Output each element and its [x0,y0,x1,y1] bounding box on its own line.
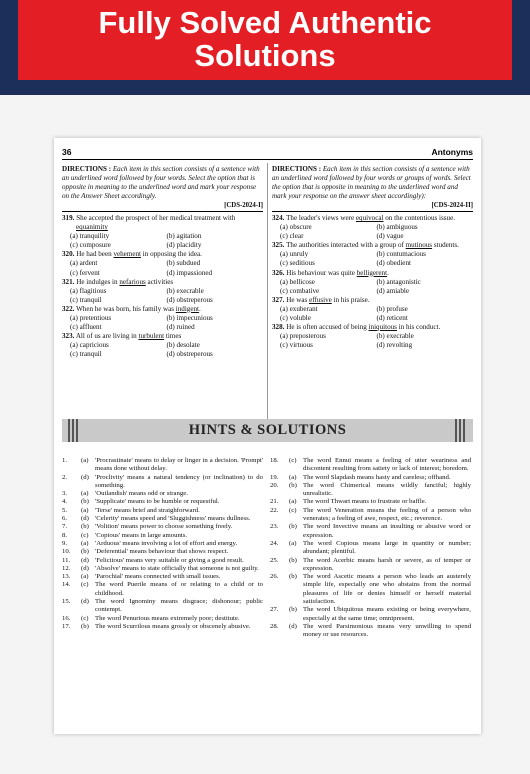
solution-row [62,498,263,506]
option: (d) obedient [376,259,411,268]
solution-answer: (c) [289,457,297,464]
option: (b) antagonistic [376,277,421,286]
option: (b) ambiguous [376,223,418,232]
solution-text: 'Felicitous' means very suitable or giving a good result. [95,556,244,564]
solution-row [62,581,263,598]
question-text: The authorities interacted with a group of [286,241,406,250]
option: (d) obstreperous [166,349,213,358]
option: (b) impecunious [166,313,213,322]
solution-number: 17. [62,622,71,630]
directions-left: DIRECTIONS : Each item in this section consists of a sentence with an underlined word followed by four words. Select the option that is opposite in meaning to the underlined word and mark your response on the Answer Sheet accordingly. [62,165,260,201]
solution-answer: (b) [289,573,297,581]
option: (d) ruined [166,322,195,331]
solution-text: The word Ennui means a feeling of utter weariness and discontent resulting from satiety or lack of interest; boredom. [303,457,471,473]
solution-number: 2. [62,473,68,481]
question-item [272,323,473,332]
answer-options [272,332,473,350]
option: (c) fervent [70,268,100,277]
solution-text: 'Celerity' means speed and 'Sluggishness' means dullness. [95,515,251,523]
solution-number: 21. [270,498,279,506]
option: (a) capricious [70,340,109,349]
solution-row [62,532,263,540]
solution-text: 'Proclivity' means a natural tendency (or inclination) to do something. [95,473,263,489]
solution-row [270,482,471,499]
solution-row [270,523,471,540]
solution-answer: (b) [289,481,297,489]
source-tag-left: [CDS-2024-I] [62,201,263,212]
option: (a) bellicose [280,277,315,286]
solution-text: The word Puerile means of or relating to a child or to childhood. [95,581,263,597]
solution-number: 28. [270,622,279,630]
solution-row [270,457,471,474]
solution-answer: (c) [81,614,89,622]
option: (d) obstreperous [166,295,213,304]
solution-number: 3. [62,490,68,498]
question-number: 322. [62,304,75,313]
option: (b) agitation [166,232,202,241]
option: (a) pretentious [70,313,112,322]
solution-text: The word Veneration means the feeling of a person who venerates; a feeling of awe, respect, etc.; reverence. [303,506,471,523]
question-text-end: in opposing the idea. [141,250,202,259]
solution-number: 5. [62,506,68,514]
question-text: His behaviour was quite [286,268,357,277]
solution-text: The word Parsimonious means very unwilling to spend money or use resources. [303,622,471,639]
solution-text: 'Copious' means in large amounts. [95,531,188,539]
option: (c) tranquil [70,295,102,304]
option: (a) unruly [280,250,309,259]
option: (d) vague [376,232,404,241]
option: (c) clear [280,232,304,241]
answer-options [62,232,263,250]
solution-answer: (c) [81,531,89,539]
question-number: 326. [272,268,285,277]
directions-right: DIRECTIONS : Each item in this section consists of a sentence with an underlined word followed by four words or groups of words. Select the option that is opposite in meaning to the underlined word and mark your response on the answer sheet accordingly): [272,165,471,201]
solution-text: The word Invective means an insulting or abusive word or expression. [303,523,471,539]
questions-left-column [62,165,263,359]
title-banner [18,0,512,80]
question-number: 321. [62,277,75,286]
underlined-word: mutinous [405,241,433,250]
option: (c) virtuous [280,340,313,349]
solution-number: 14. [62,581,71,589]
solution-row [270,606,471,623]
question-text-end: activities [145,277,174,286]
solution-number: 27. [270,606,279,614]
option: (b) contumacious [376,250,426,259]
answer-options [62,341,263,359]
solution-number: 18. [270,457,279,464]
solution-text: The word Ignominy means disgrace; dishonour; public contempt. [95,598,263,614]
solution-answer: (a) [289,539,297,547]
solution-text: The word Penurious means extremely poor; destitute. [95,614,240,622]
solution-number: 4. [62,498,68,506]
solution-text: 'Volition' means power to choose something freely. [95,523,233,531]
solution-row [62,615,263,623]
solution-answer: (b) [289,606,297,614]
banner-line-2: Solutions [194,38,336,73]
solution-number: 22. [270,506,279,514]
solution-row [62,515,263,523]
solution-answer: (d) [81,556,89,564]
chapter-title: Antonyms [431,147,473,157]
solution-number: 20. [270,481,279,489]
solutions-left-column [62,457,263,631]
solution-answer: (b) [81,548,89,556]
solution-text: The word Copious means large in quantity or number; abundant; plentiful. [303,539,471,556]
question-number: 323. [62,331,75,340]
answer-options [272,223,473,241]
question-text: All of us are living in [75,331,139,340]
answer-options [62,314,263,332]
solution-answer: (a) [289,498,297,506]
option: (a) obscure [280,223,312,232]
question-number: 328. [272,322,285,331]
option: (d) placidity [166,241,202,250]
solution-row [62,565,263,573]
question-text: When he was born, his family was [76,304,176,313]
question-text-end: . [199,304,201,313]
question-item [62,305,263,314]
solution-answer: (d) [81,473,89,481]
solution-answer: (a) [289,473,297,481]
question-number: 327. [272,295,285,304]
question-item [272,214,473,223]
solution-text: 'Arduous' means involving a lot of effort and energy. [95,539,238,547]
underlined-word: turbulent [138,331,165,340]
question-text-end: on the contentious issue. [383,214,456,223]
source-tag-right: [CDS-2024-II] [272,201,473,212]
underlined-word: effusive [309,295,332,304]
solution-text: The word Ubiquitous means existing or being everywhere, especially at the same time; omnipresent. [303,606,471,622]
question-text-end: in his praise. [331,295,370,304]
solution-answer: (b) [289,556,297,564]
question-number: 325. [272,241,285,250]
solution-row [270,557,471,574]
option: (c) combative [280,286,320,295]
option: (c) voluble [280,313,311,322]
solution-answer: (c) [289,506,297,514]
answer-options [62,287,263,305]
option: (a) ardent [70,259,98,268]
question-item [62,278,263,287]
answer-options [272,305,473,323]
question-text: The leader's views were [286,214,356,223]
solutions-right-column [270,457,471,640]
solution-row [270,498,471,506]
solution-answer: (d) [81,564,89,572]
question-item [62,250,263,259]
solution-text: The word Ascetic means a person who leads an austerely simple life, especially one who abstains from the normal pleasures of life or denies himself or herself material satisfaction. [303,573,471,606]
solution-text: 'Supplicate' means to be humble or requestful. [95,498,220,506]
option: (b) desolate [166,340,200,349]
questions-right-column [272,165,473,350]
solution-number: 9. [62,539,68,547]
solution-number: 6. [62,515,68,523]
book-page [54,138,481,734]
column-divider [267,163,268,427]
question-text: She accepted the prospect of her medical treatment with [76,214,236,223]
banner-line-1: Fully Solved Authentic [98,5,432,40]
solution-row [62,557,263,565]
underlined-word: belligerent [356,268,388,277]
solution-answer: (d) [81,515,89,523]
option: (a) flagitious [70,286,107,295]
solution-answer: (a) [81,490,89,498]
option: (a) exuberant [280,304,318,313]
solution-number: 16. [62,614,71,622]
option: (d) impassioned [166,268,213,277]
solution-row [62,540,263,548]
solution-answer: (b) [289,523,297,531]
solution-text: 'Procrastinate' means to delay or linger in a decision. 'Prompt' means done without delay. [95,457,263,473]
question-item [272,241,473,250]
solution-text: 'Terse' means brief and straighforward. [95,506,200,514]
solution-row [270,623,471,640]
solution-answer: (b) [81,622,89,630]
solution-text: The word Thwart means to frustrate or baffle. [303,498,427,506]
page-number: 36 [62,147,72,157]
solution-text: 'Deferential' means behaviour that shows respect. [95,548,229,556]
question-text-end: . [387,268,389,277]
answer-options [62,259,263,277]
option: (a) preposterous [280,331,326,340]
solution-number: 7. [62,523,68,531]
question-text: He had been [76,250,114,259]
option: (b) execrable [376,331,414,340]
question-text: He is often accused of being [286,322,369,331]
question-text: He indulges in [76,277,120,286]
underlined-word: iniquitous [368,322,397,331]
question-text-end: in his conduct. [396,322,441,331]
question-item [272,269,473,278]
underlined-word: equanimity [76,223,108,232]
solution-answer: (b) [81,523,89,531]
option: (c) tranquil [70,349,102,358]
answer-options [272,278,473,296]
solution-answer: (b) [81,498,89,506]
solution-number: 25. [270,556,279,564]
decor-bars-right [455,419,467,442]
solution-number: 26. [270,573,279,581]
solution-row [62,490,263,498]
solution-answer: (d) [81,598,89,606]
question-item [272,296,473,305]
question-text: He was [286,295,310,304]
option: (a) tranquility [70,232,110,241]
question-number: 324. [272,214,285,223]
solution-number: 13. [62,573,71,581]
solution-row [62,598,263,615]
question-text-end: students. [432,241,459,250]
question-item [62,214,263,232]
solution-text: The word Scurrilous means grossly or obscenely abusive. [95,622,251,630]
solution-row [270,540,471,557]
solution-text: The word Acerbic means harsh or severe, as of temper or expression. [303,556,471,572]
question-text-end: times [164,331,182,340]
page-header [62,147,473,160]
option: (b) subdued [166,259,201,268]
question-item [62,332,263,341]
solution-row [270,507,471,524]
option: (c) seditious [280,259,315,268]
solution-text: 'Absolve' means to state officially that someone is not guilty. [95,564,259,572]
solution-number: 12. [62,564,71,572]
solution-row [62,623,263,631]
question-number: 320. [62,250,75,259]
underlined-word: nefarious [119,277,146,286]
solution-number: 23. [270,523,279,531]
hints-solutions-title: HINTS & SOLUTIONS [188,422,347,438]
solution-number: 1. [62,457,68,464]
answer-options [272,250,473,268]
solution-row [62,457,263,474]
solution-row [62,573,263,581]
underlined-word: vehement [113,250,142,259]
solution-number: 15. [62,598,71,606]
solution-answer: (c) [81,581,89,589]
option: (c) affluent [70,322,102,331]
hints-solutions-header [62,419,473,442]
option: (b) profuse [376,304,408,313]
solution-answer: (a) [81,539,89,547]
question-number: 319. [62,214,75,223]
solution-number: 10. [62,548,71,556]
solution-row [62,507,263,515]
solution-row [62,523,263,531]
solution-number: 19. [270,473,279,481]
option: (d) reticent [376,313,408,322]
solution-text: 'Outlandish' means odd or strange. [95,490,188,498]
solution-row [270,573,471,606]
option: (c) composure [70,241,111,250]
option: (d) amiable [376,286,409,295]
solution-answer: (a) [81,573,89,581]
option: (b) execrable [166,286,204,295]
solution-text: The word Chimerical means wildly fanciful; highly unrealistic. [303,481,471,498]
solution-answer: (a) [81,506,89,514]
underlined-word: indigent [175,304,200,313]
solution-text: 'Parochial' means connected with small issues. [95,573,221,581]
solution-row [62,474,263,491]
underlined-word: equivocal [355,214,384,223]
solution-row [270,474,471,482]
solution-answer: (a) [81,457,89,464]
solution-number: 11. [62,556,71,564]
solution-number: 24. [270,539,279,547]
solution-answer: (d) [289,622,297,630]
option: (d) revolting [376,340,413,349]
solution-row [62,548,263,556]
solution-number: 8. [62,531,68,539]
solution-text: The word Slapdash means hasty and careless; offhand. [303,473,451,481]
